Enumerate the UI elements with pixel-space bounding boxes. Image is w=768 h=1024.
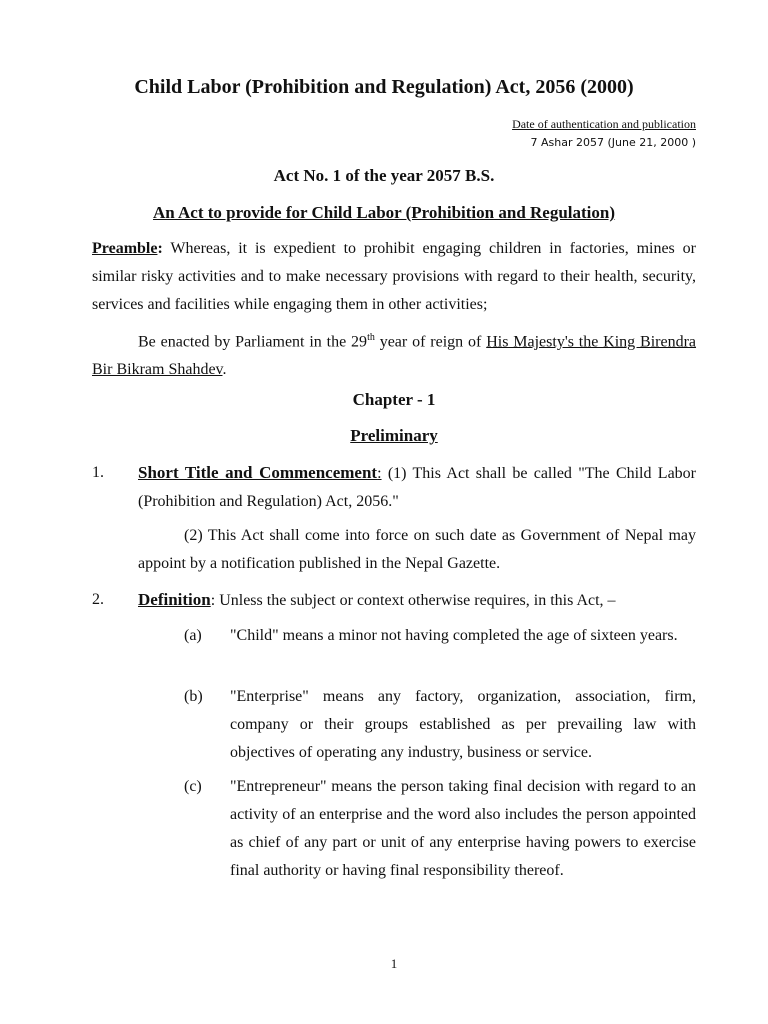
date-block	[512, 115, 696, 153]
section-2-text: Unless the subject or context otherwise requires, in this Act, –	[215, 592, 616, 609]
act-title: Child Labor (Prohibition and Regulation) Act, 2056 (2000)	[134, 76, 634, 98]
page-number: 1	[390, 956, 398, 971]
enacted-end: .	[222, 361, 227, 379]
enacted-text-continued: year of reign of	[374, 333, 487, 351]
clause-a-label: (a)	[184, 627, 202, 644]
clause-b-text: "Enterprise" means any factory, organization, association, firm, company or their groups established as per prevailing law with objectives of operating any industry, business or service.	[230, 688, 696, 761]
section-2-paragraph-1: Definition: Unless the subject or context otherwise requires, in this Act, –	[138, 590, 616, 609]
preamble-label: Preamble	[92, 240, 158, 257]
section-1-text: (1) This Act shall be called "The Child Labor (Prohibition and Regulation) Act, 2056."	[138, 465, 697, 510]
section-1-paragraph-1: Short Title and Commencement: (1) This Act shall be called "The Child Labor (Prohibition and Regulation) Act, 2056."	[138, 463, 697, 510]
section-1-heading: Short Title and Commencement	[138, 463, 378, 482]
section-1-number: 1.	[92, 464, 104, 481]
clause-b-label: (b)	[184, 688, 203, 705]
enacted-text: Be enacted by Parliament in the 29	[138, 333, 368, 351]
preamble-text: Whereas, it is expedient to prohibit engaging children in factories, mines or similar risky activities and to make necessary provisions with regard to their health, security, services and facilities while engaging them in other activities;	[92, 240, 696, 313]
enacted-superscript: th	[367, 332, 375, 343]
preamble-paragraph: Preamble: Whereas, it is expedient to prohibit engaging children in factories, mines or similar risky activities and to make necessary provisions with regard to their health, security, services and facilities while engaging them in other activities;	[92, 240, 696, 313]
section-2-number: 2.	[92, 591, 104, 608]
section-2-heading: Definition	[138, 590, 211, 609]
date-label: Date of authentication and publication	[512, 117, 696, 131]
chapter-subtitle: Preliminary	[350, 426, 438, 445]
enactment-paragraph	[92, 324, 696, 384]
king-name: His Majesty's the King Birendra Bir Bikram Shahdev	[92, 333, 697, 379]
section-1-paragraph-2: (2) This Act shall come into force on such date as Government of Nepal may appoint by a notification published in the Nepal Gazette.	[138, 527, 696, 572]
date-value: 7 Ashar 2057 (June 21, 2000 )	[530, 136, 696, 149]
clause-c-label: (c)	[184, 778, 202, 795]
act-number: Act No. 1 of the year 2057 B.S.	[273, 166, 495, 185]
clause-c-text: "Entrepreneur" means the person taking final decision with regard to an activity of an enterprise and the word also includes the person appointed as chief of any part or unit of any enterprise having powers to exercise final authority or having final responsibility thereof.	[230, 778, 696, 879]
clause-a-text: "Child" means a minor not having completed the age of sixteen years.	[230, 627, 678, 644]
act-purpose: An Act to provide for Child Labor (Prohibition and Regulation)	[152, 203, 616, 222]
chapter-title: Chapter - 1	[352, 390, 436, 409]
